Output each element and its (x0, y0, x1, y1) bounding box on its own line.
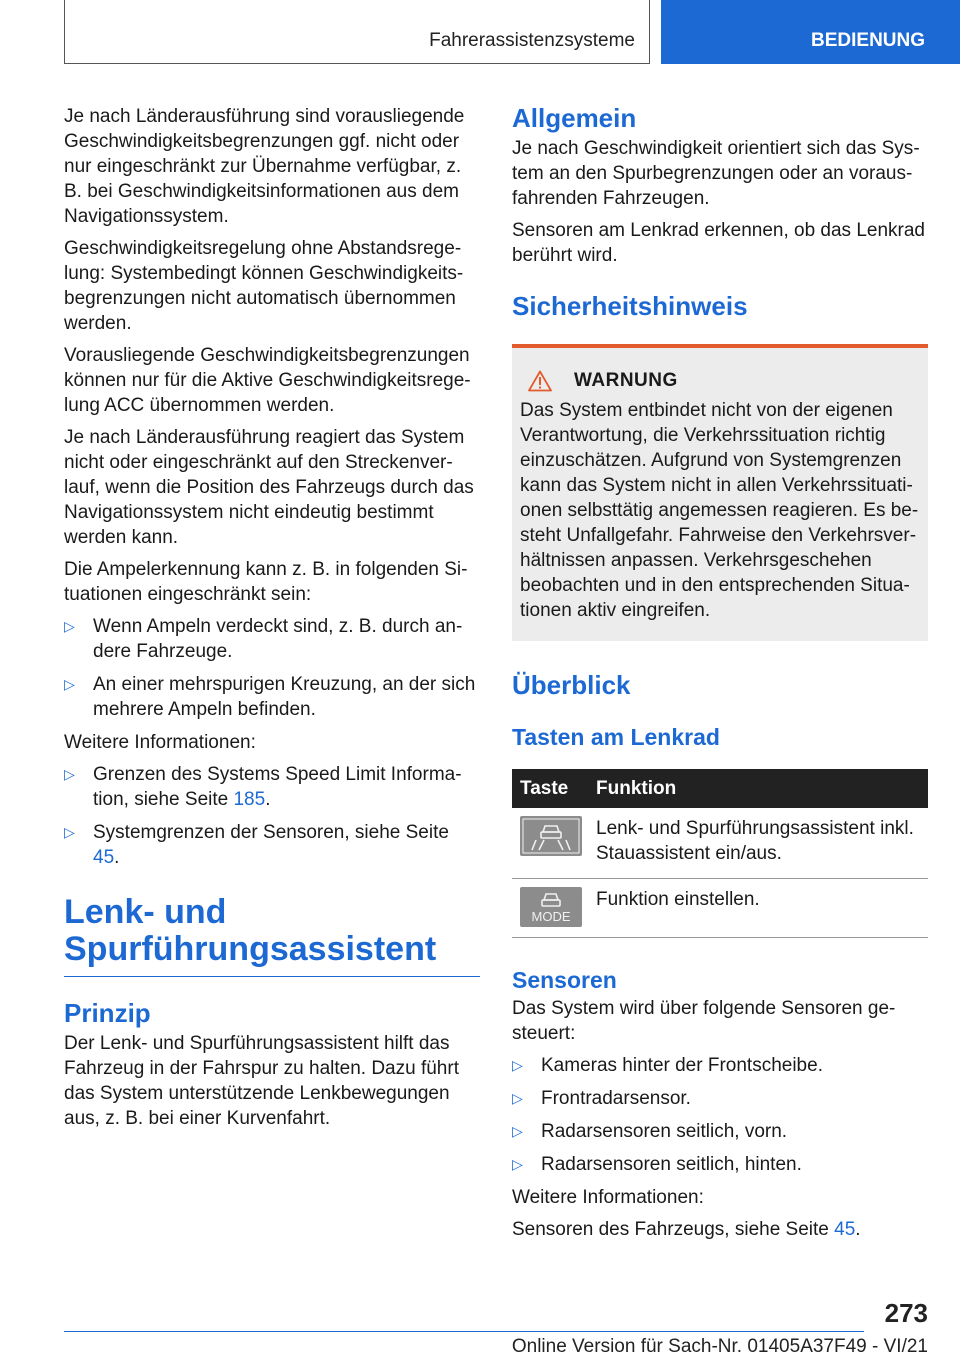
bullet-list (512, 1053, 928, 1177)
table-row (512, 808, 928, 879)
paragraph: Je nach Länderausführung sind vorausliegende Geschwindigkeitsbegrenzungen ggf. nicht oder nur eingeschränkt zur Übernahme verfügbar, z. B. bei Geschwindigkeitsinformationen aus dem Navigationssystem. (64, 106, 465, 227)
left-column (64, 104, 480, 1138)
list-item: ▷ Frontradarsensor. (512, 1088, 691, 1109)
section-heading-ueberblick: Überblick (512, 670, 631, 700)
triangle-bullet-icon: ▷ (512, 1123, 523, 1139)
paragraph: Je nach Länderausführung reagiert das System nicht oder eingeschränkt auf den Streckenverlauf, wenn die Position des Fahrzeugs durch das Navigationssystem nicht eindeutig bestimmt werden kann. (64, 427, 474, 548)
list-item: ▷ Radarsensoren seitlich, hinten. (512, 1154, 802, 1175)
table-header-funktion: Funktion (588, 769, 928, 808)
mode-button-label: MODE (531, 909, 571, 924)
section-heading-allgemein: Allgemein (512, 103, 637, 133)
paragraph: Der Lenk- und Spurführungsassistent hilft das Fahrzeug in der Fahrspur zu halten. Dazu führt das System unterstützende Lenkbewegungen aus, z. B. bei einer Kurvenfahrt. (64, 1033, 459, 1129)
table-header-row (512, 769, 928, 808)
table-cell-function: Lenk- und Spurführungsassistent inkl. Stauassistent ein/aus. (588, 808, 928, 879)
page-number: 273 (884, 1298, 928, 1328)
triangle-bullet-icon: ▷ (64, 766, 75, 782)
paragraph: Vorausliegende Geschwindigkeitsbegrenzungen können nur für die Aktive Geschwindigkeitsregelung ACC übernommen werden. (64, 345, 471, 416)
page-link-45[interactable]: 45 (93, 847, 115, 868)
list-item: ▷ Wenn Ampeln verdeckt sind, z. B. durch andere Fahrzeuge. (64, 616, 463, 662)
table-header-taste: Taste (512, 769, 588, 808)
more-info-label: Weitere Informationen: (64, 732, 256, 753)
triangle-bullet-icon: ▷ (64, 676, 75, 692)
table-row (512, 879, 928, 938)
right-column (512, 102, 928, 1249)
header-section-box (64, 0, 650, 64)
footer-divider (64, 1331, 864, 1332)
page-link-185[interactable]: 185 (233, 789, 266, 810)
footer-version-text: Online Version für Sach-Nr. 01405A37F49 - VI/21 (511, 1336, 928, 1357)
bullet-list (64, 762, 480, 870)
list-item: ▷ Kameras hinter der Frontscheibe. (512, 1055, 823, 1076)
header-section-title: Fahrerassistenzsysteme (429, 30, 635, 51)
triangle-bullet-icon: ▷ (64, 824, 75, 840)
header-chapter-title: BEDIENUNG (811, 30, 926, 51)
page-link-45[interactable]: 45 (834, 1219, 856, 1240)
chapter-heading: Lenk- und Spurführungsassistent (64, 894, 480, 977)
subsection-heading-tasten: Tasten am Lenkrad (512, 724, 720, 750)
triangle-bullet-icon: ▷ (64, 618, 75, 634)
warning-text: Das System entbindet nicht von der eigenen Verantwortung, die Verkehrssituation richtig einzuschätzen. Aufgrund von Systemgrenzen kann das System nicht in allen Verkehrssituationen selbsttätig angemessen reagieren. Es besteht Unfallgefahr. Fahrweise den Verkehrsverhältnissen anpassen. Verkehrsgeschehen beobachten und in den entsprechenden Situationen aktiv eingreifen. (520, 400, 919, 621)
mode-button-icon (520, 887, 582, 927)
paragraph: Sensoren des Fahrzeugs, siehe Seite 45. (512, 1219, 861, 1240)
triangle-bullet-icon: ▷ (512, 1156, 523, 1172)
button-function-table (512, 769, 928, 938)
paragraph: Sensoren am Lenkrad erkennen, ob das Lenkrad berührt wird. (512, 220, 925, 266)
triangle-bullet-icon: ▷ (512, 1057, 523, 1073)
section-heading-sicherheit: Sicherheitshinweis (512, 291, 748, 321)
paragraph: Je nach Geschwindigkeit orientiert sich das System an den Spurbegrenzungen oder an vorausfahrenden Fahrzeugen. (512, 138, 920, 209)
table-cell-function: Funktion einstellen. (588, 879, 928, 938)
warning-triangle-icon (528, 370, 552, 392)
warning-title: WARNUNG (574, 370, 678, 391)
list-item: ▷ Systemgrenzen der Sensoren, siehe Seite 45. (64, 822, 449, 868)
list-item: ▷ Grenzen des Systems Speed Limit Information, siehe Seite 185. (64, 764, 462, 810)
header-chapter-box (661, 0, 960, 64)
lane-assist-button-icon (520, 816, 582, 856)
list-item: ▷ Radarsensoren seitlich, vorn. (512, 1121, 788, 1142)
subsection-heading-sensoren: Sensoren (512, 967, 617, 993)
warning-header (520, 370, 920, 392)
list-item: ▷ An einer mehrspurigen Kreuzung, an der sich mehrere Ampeln befinden. (64, 674, 476, 720)
paragraph: Die Ampelerkennung kann z. B. in folgenden Situationen eingeschränkt sein: (64, 559, 468, 605)
bullet-list (64, 614, 480, 722)
triangle-bullet-icon: ▷ (512, 1090, 523, 1106)
section-heading-prinzip: Prinzip (64, 998, 151, 1028)
paragraph: Geschwindigkeitsregelung ohne Abstandsregelung: Systembedingt können Geschwindigkeitsbegrenzungen nicht automatisch übernommen werden. (64, 238, 464, 334)
more-info-label: Weitere Informationen: (512, 1187, 704, 1208)
warning-box (512, 344, 928, 641)
paragraph: Das System wird über folgende Sensoren gesteuert: (512, 998, 896, 1044)
